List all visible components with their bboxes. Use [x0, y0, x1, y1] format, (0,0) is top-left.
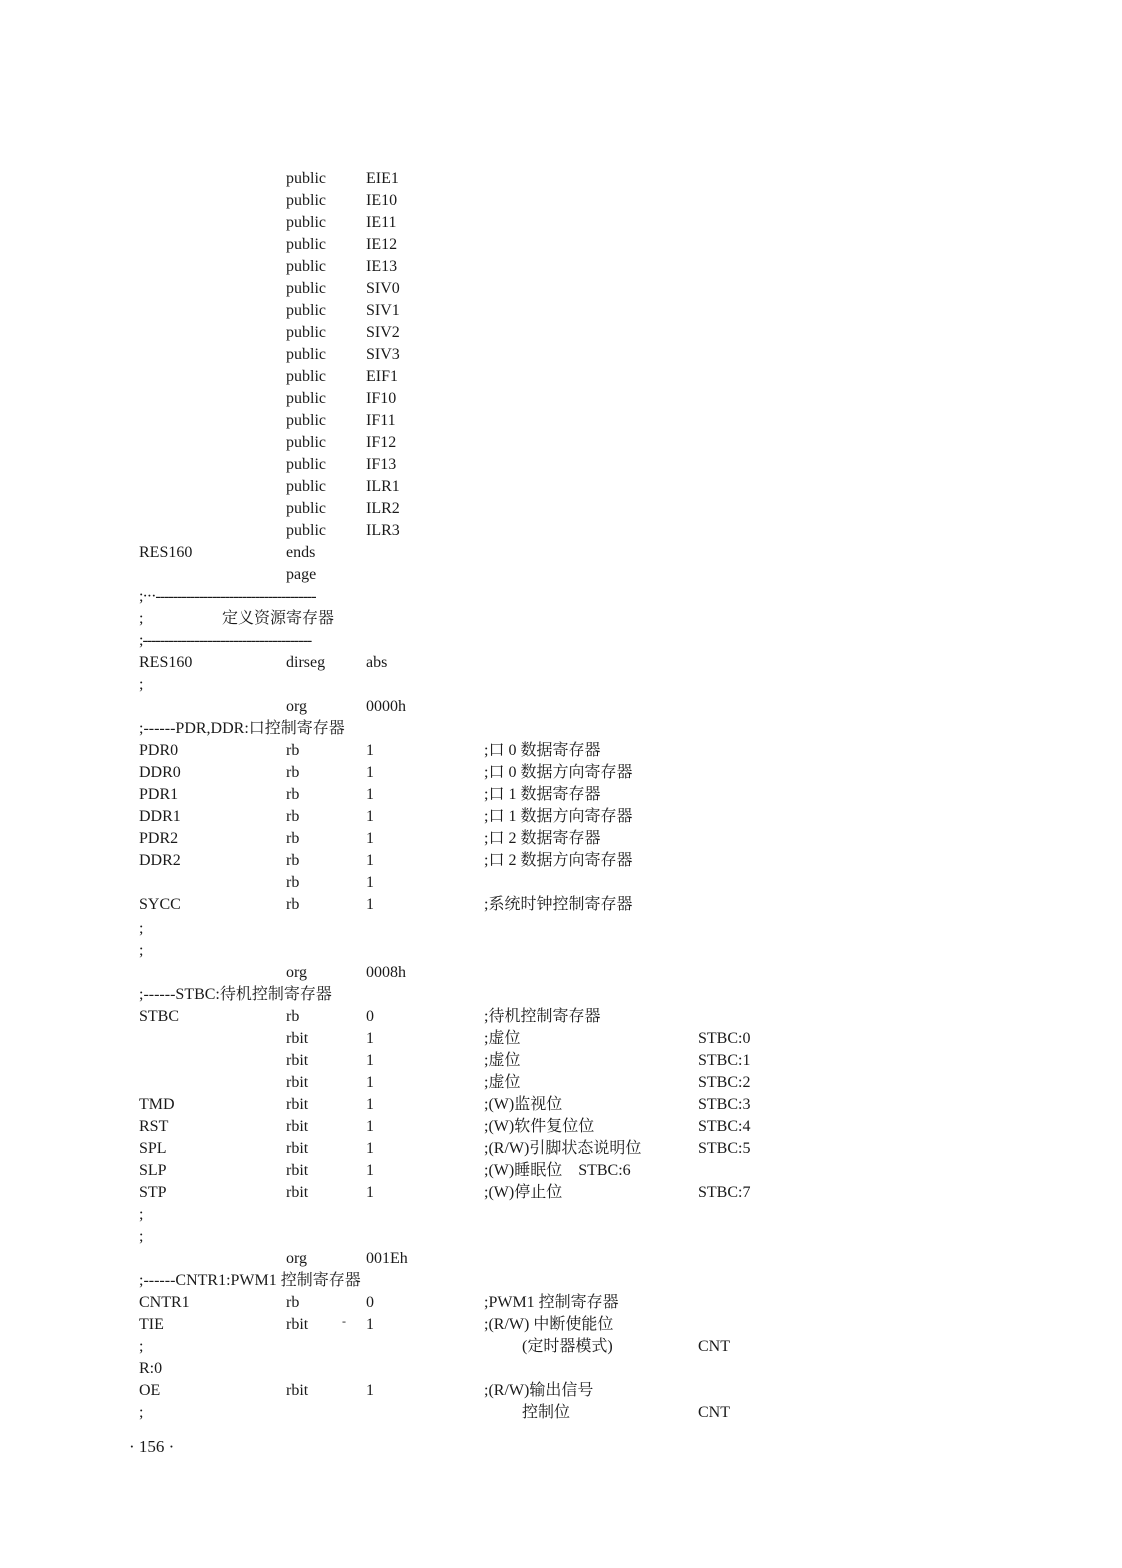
- ends-label: RES160: [139, 544, 193, 561]
- row-comment: ;虚位: [484, 1074, 521, 1091]
- row-op: rbit: [286, 1052, 309, 1069]
- public-keyword: public: [286, 522, 326, 539]
- public-keyword: public: [286, 456, 326, 473]
- row-label: SLP: [139, 1162, 167, 1179]
- row-label: SPL: [139, 1140, 167, 1157]
- public-symbol: ILR1: [366, 478, 400, 495]
- row-bit: STBC:3: [698, 1096, 751, 1113]
- row-comment: ;系统时钟控制寄存器: [484, 896, 633, 913]
- row-value: 1: [366, 1074, 374, 1091]
- row-op: rb: [286, 896, 300, 913]
- public-symbol: SIV3: [366, 346, 400, 363]
- public-symbol: IE12: [366, 236, 398, 253]
- row-value: 1: [366, 874, 374, 891]
- row-comment: ;虚位: [484, 1052, 521, 1069]
- row-label: TIE: [139, 1316, 164, 1333]
- row-bit: STBC:1: [698, 1052, 751, 1069]
- row-value: 0: [366, 1294, 374, 1311]
- row-value: 1: [366, 764, 374, 781]
- row-op: rbit: [286, 1316, 309, 1333]
- org-op: org: [286, 698, 308, 715]
- row-comment: ;口 1 数据方向寄存器: [484, 808, 633, 825]
- public-keyword: public: [286, 258, 326, 275]
- semicolon: ;: [139, 1404, 144, 1421]
- public-symbol: SIV1: [366, 302, 400, 319]
- row-bit: STBC:2: [698, 1074, 751, 1091]
- public-keyword: public: [286, 500, 326, 517]
- public-symbol: SIV0: [366, 280, 400, 297]
- public-symbol: ILR3: [366, 522, 400, 539]
- row-op: rb: [286, 786, 300, 803]
- section-title: 定义资源寄存器: [222, 610, 335, 627]
- row-comment: ;PWM1 控制寄存器: [484, 1294, 619, 1311]
- row-label: DDR0: [139, 764, 181, 781]
- row-bit: CNT: [698, 1404, 730, 1421]
- semicolon: ;: [139, 1206, 144, 1223]
- public-keyword: public: [286, 412, 326, 429]
- page-number: · 156 ·: [129, 1437, 175, 1456]
- row-bit: STBC:5: [698, 1140, 751, 1157]
- row-label: TMD: [139, 1096, 175, 1113]
- row-op: rb: [286, 852, 300, 869]
- row-op: rb: [286, 874, 300, 891]
- row-op: rbit: [286, 1118, 309, 1135]
- org-arg: 0000h: [366, 698, 406, 715]
- row-value: 1: [366, 1162, 374, 1179]
- row-label: PDR2: [139, 830, 179, 847]
- row-comment: ;口 2 数据方向寄存器: [484, 852, 633, 869]
- public-keyword: public: [286, 434, 326, 451]
- row-value: 1: [366, 786, 374, 803]
- semicolon: ;: [139, 1338, 144, 1355]
- public-keyword: public: [286, 478, 326, 495]
- row-op: rb: [286, 764, 300, 781]
- row-bit: STBC:4: [698, 1118, 751, 1135]
- semicolon: ;: [139, 1228, 144, 1245]
- row-label: OE: [139, 1382, 161, 1399]
- row-comment: ;(R/W)输出信号: [484, 1382, 594, 1399]
- row-op: rb: [286, 830, 300, 847]
- public-keyword: public: [286, 280, 326, 297]
- row-label: DDR2: [139, 852, 181, 869]
- pdr-heading: ;------PDR,DDR:口控制寄存器: [139, 720, 345, 737]
- public-symbol: IF13: [366, 456, 397, 473]
- public-keyword: public: [286, 346, 326, 363]
- separator-top-text: ;···-------------------------------------: [139, 588, 316, 605]
- public-symbol: EIF1: [366, 368, 398, 385]
- row-comment: ;口 0 数据方向寄存器: [484, 764, 633, 781]
- row-comment: ;(R/W) 中断使能位: [484, 1316, 614, 1333]
- row-value: 1: [366, 808, 374, 825]
- row-label: DDR1: [139, 808, 181, 825]
- public-symbol: IF11: [366, 412, 396, 429]
- section-title-semicolon: ;: [139, 610, 144, 627]
- row-comment: ;口 1 数据寄存器: [484, 786, 601, 803]
- public-keyword: public: [286, 236, 326, 253]
- org-arg: 0008h: [366, 964, 406, 981]
- row-bit: STBC:0: [698, 1030, 751, 1047]
- row-value: 1: [366, 896, 374, 913]
- row-bit: STBC:7: [698, 1184, 751, 1201]
- row-op: rb: [286, 808, 300, 825]
- row-value: 1: [366, 830, 374, 847]
- row-op: rbit: [286, 1096, 309, 1113]
- row-value: 1: [366, 742, 374, 759]
- row-value: 1: [366, 1316, 374, 1333]
- row-comment: ;口 0 数据寄存器: [484, 742, 601, 759]
- row-label: STP: [139, 1184, 167, 1201]
- org-op: org: [286, 964, 308, 981]
- row-label: PDR1: [139, 786, 179, 803]
- row-value: 1: [366, 1096, 374, 1113]
- public-symbol: IF10: [366, 390, 397, 407]
- public-symbol: IE11: [366, 214, 397, 231]
- row-op: rb: [286, 742, 300, 759]
- row-value: 1: [366, 1140, 374, 1157]
- row-value: 1: [366, 1184, 374, 1201]
- public-keyword: public: [286, 192, 326, 209]
- public-symbol: ILR2: [366, 500, 400, 517]
- public-symbol: IF12: [366, 434, 397, 451]
- row-label: SYCC: [139, 896, 181, 913]
- row-comment: ;待机控制寄存器: [484, 1008, 601, 1025]
- separator-bottom-text: ;---------------------------------------: [139, 632, 312, 649]
- row-op: rbit: [286, 1140, 309, 1157]
- public-symbol: IE13: [366, 258, 398, 275]
- row-value: 1: [366, 1052, 374, 1069]
- row-op: rbit: [286, 1382, 309, 1399]
- row-value: 1: [366, 1030, 374, 1047]
- public-symbol: SIV2: [366, 324, 400, 341]
- public-keyword: public: [286, 390, 326, 407]
- public-symbol: IE10: [366, 192, 398, 209]
- dirseg-op: dirseg: [286, 654, 326, 671]
- row-comment: ;(W)停止位: [484, 1184, 563, 1201]
- public-keyword: public: [286, 368, 326, 385]
- row-value: 1: [366, 1382, 374, 1399]
- cntr-heading: ;------CNTR1:PWM1 控制寄存器: [139, 1272, 361, 1289]
- dirseg-arg: abs: [366, 654, 388, 671]
- row-comment: ;(R/W)引脚状态说明位: [484, 1140, 642, 1157]
- semicolon: ;: [139, 942, 144, 959]
- public-keyword: public: [286, 302, 326, 319]
- semicolon: ;: [139, 920, 144, 937]
- row-comment: ;虚位: [484, 1030, 521, 1047]
- row-value: 1: [366, 852, 374, 869]
- dirseg-label: RES160: [139, 654, 193, 671]
- row-comment: ;(W)睡眠位 STBC:6: [484, 1162, 631, 1179]
- row-mark: -: [342, 1314, 346, 1328]
- row-value: 0: [366, 1008, 374, 1025]
- row-op: rb: [286, 1008, 300, 1025]
- row-op: rbit: [286, 1162, 309, 1179]
- org-op: org: [286, 1250, 308, 1267]
- row-comment: ;口 2 数据寄存器: [484, 830, 601, 847]
- row-comment: ;(W)软件复位位: [484, 1118, 595, 1135]
- org-arg: 001Eh: [366, 1250, 408, 1267]
- row-bit: CNT: [698, 1338, 730, 1355]
- row-label: PDR0: [139, 742, 179, 759]
- row-label: STBC: [139, 1008, 180, 1025]
- semicolon: ;: [139, 676, 144, 693]
- stbc-heading: ;------STBC:待机控制寄存器: [139, 986, 332, 1003]
- public-keyword: public: [286, 170, 326, 187]
- public-keyword: public: [286, 214, 326, 231]
- row-label: RST: [139, 1118, 169, 1135]
- row-comment: ;(W)监视位: [484, 1096, 563, 1113]
- page-op: page: [286, 566, 317, 583]
- continuation-text: (定时器模式): [522, 1338, 613, 1355]
- row-op: rbit: [286, 1074, 309, 1091]
- row-op: rbit: [286, 1030, 309, 1047]
- ends-op: ends: [286, 544, 316, 561]
- row-op: rb: [286, 1294, 300, 1311]
- r0-text: R:0: [139, 1360, 163, 1377]
- public-keyword: public: [286, 324, 326, 341]
- continuation-text: 控制位: [522, 1404, 571, 1421]
- row-op: rbit: [286, 1184, 309, 1201]
- row-label: CNTR1: [139, 1294, 190, 1311]
- public-symbol: EIE1: [366, 170, 399, 187]
- row-value: 1: [366, 1118, 374, 1135]
